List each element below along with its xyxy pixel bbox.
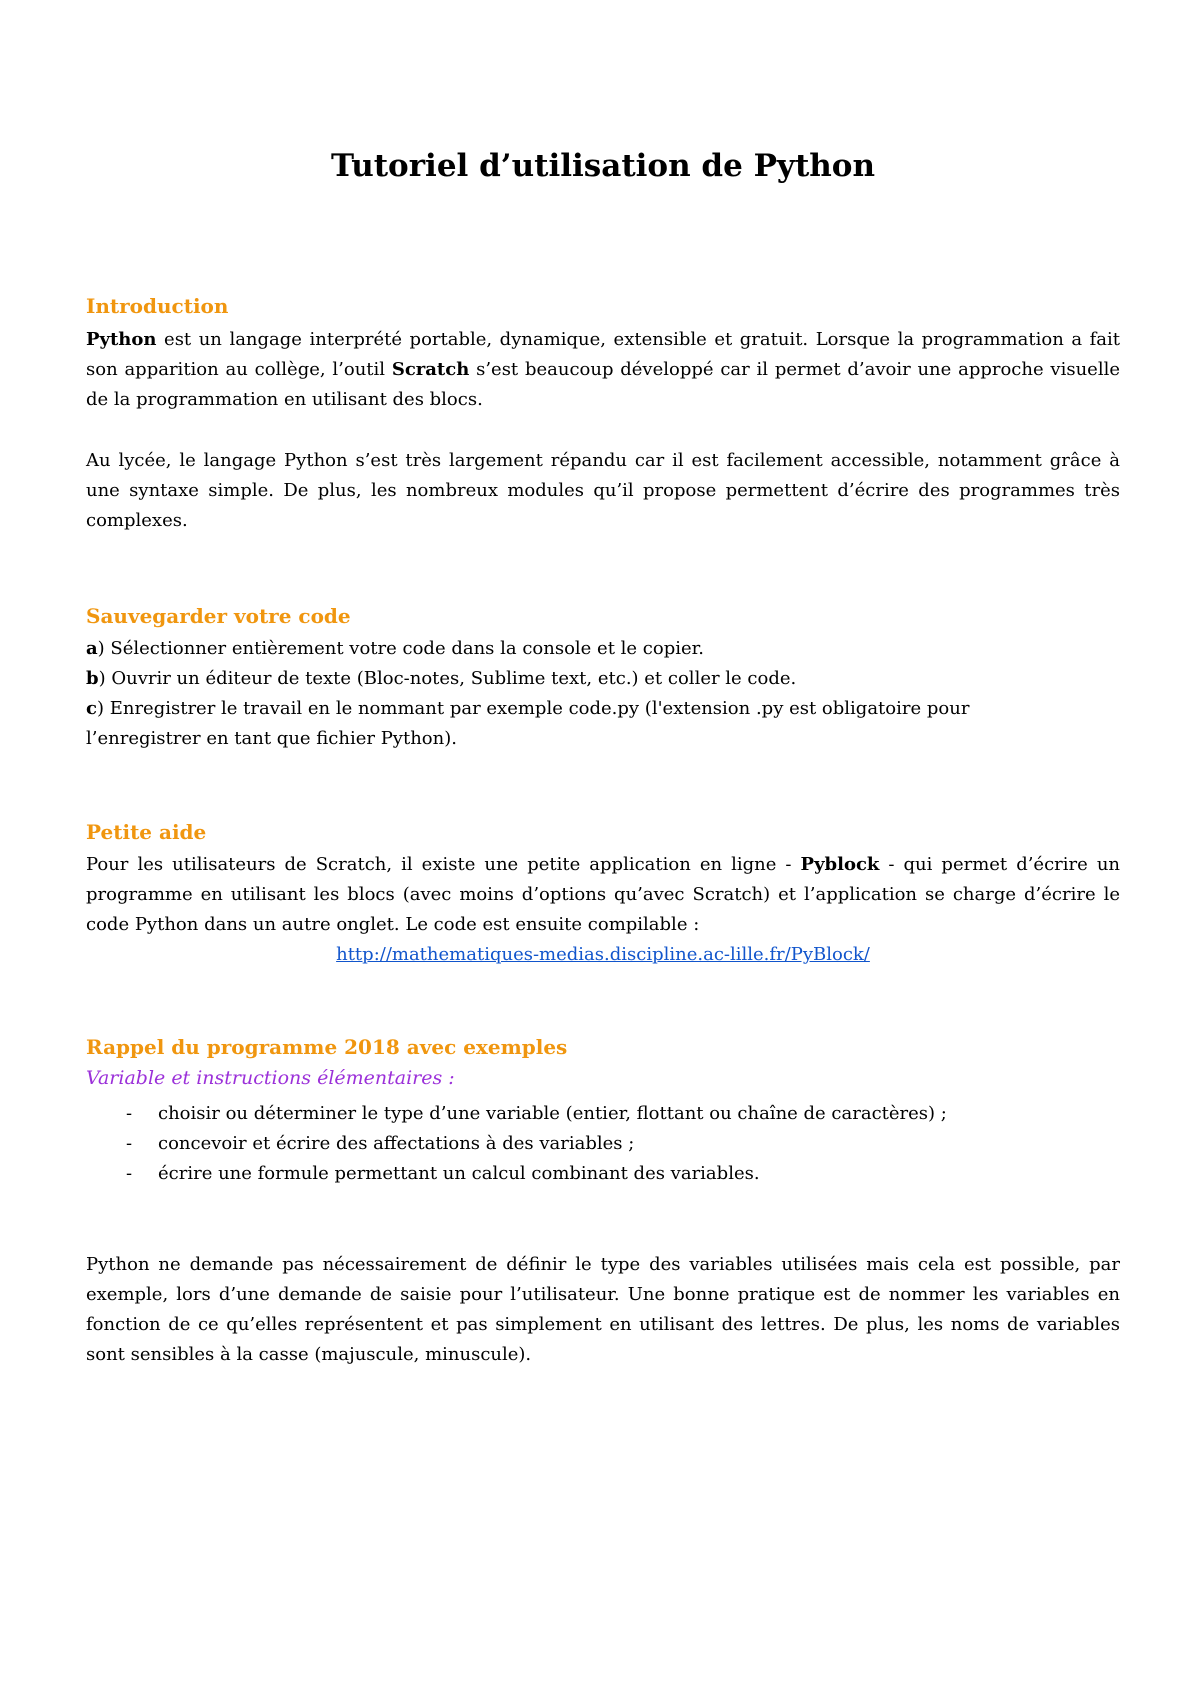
intro-paragraph-2: Au lycée, le langage Python s’est très largement répandu car il est facilement accessible, notamment grâce à une syntaxe simple. De plus, les nombreux modules qu’il propose permettent d’écrire des programmes très complexes. <box>86 450 1120 531</box>
program-item-1: choisir ou déterminer le type d’une variable (entier, flottant ou chaîne de caractères) ; <box>158 1103 947 1124</box>
save-step-b: b) Ouvrir un éditeur de texte (Bloc-notes, Sublime text, etc.) et coller le code. <box>86 668 797 689</box>
pyblock-link[interactable]: http://mathematiques-medias.discipline.ac-lille.fr/PyBlock/ <box>336 944 870 965</box>
pyblock-bold: Pyblock <box>800 854 880 875</box>
save-step-c: c) Enregistrer le travail en le nommant par exemple code.py (l'extension .py est obligatoire pour <box>86 698 970 719</box>
program-heading: Rappel du programme 2018 avec exemples <box>86 1035 568 1059</box>
help-paragraph: Pour les utilisateurs de Scratch, il existe une petite application en ligne - Pyblock - qui permet d’écrire un programme en utilisant les blocs (avec moins d’options qu’avec Scratch) et l’application se charge d’écrire le code Python dans un autre onglet. Le code est ensuite compilable : <box>86 854 1120 935</box>
pyblock-link-line <box>86 940 1120 970</box>
scratch-bold: Scratch <box>391 359 470 380</box>
bullet-dash: - <box>126 1133 133 1154</box>
intro-paragraph-1: Python est un langage interprété portable, dynamique, extensible et gratuit. Lorsque la programmation a fait son apparition au collège, l’outil Scratch s’est beaucoup développé car il permet d’avoir une approche visuelle de la programmation en utilisant des blocs. <box>86 329 1120 410</box>
bullet-dash: - <box>126 1163 133 1184</box>
python-bold: Python <box>86 329 157 350</box>
save-step-c-continuation: l’enregistrer en tant que fichier Python). <box>86 728 457 749</box>
page-title: Tutoriel d’utilisation de Python <box>330 148 876 184</box>
program-subheading: Variable et instructions élémentaires : <box>86 1067 455 1089</box>
program-item-3: écrire une formule permettant un calcul combinant des variables. <box>158 1163 760 1184</box>
bullet-dash: - <box>126 1103 133 1124</box>
program-item-2: concevoir et écrire des affectations à des variables ; <box>158 1133 635 1154</box>
save-step-a: a) Sélectionner entièrement votre code dans la console et le copier. <box>86 638 704 659</box>
intro-heading: Introduction <box>86 294 229 318</box>
program-paragraph: Python ne demande pas nécessairement de définir le type des variables utilisées mais cela est possible, par exemple, lors d’une demande de saisie pour l’utilisateur. Une bonne pratique est de nommer les variables en fonction de ce qu’elles représentent et pas simplement en utilisant des lettres. De plus, les noms de variables sont sensibles à la casse (majuscule, minuscule). <box>86 1254 1120 1365</box>
help-heading: Petite aide <box>86 820 207 844</box>
save-heading: Sauvegarder votre code <box>86 604 351 628</box>
